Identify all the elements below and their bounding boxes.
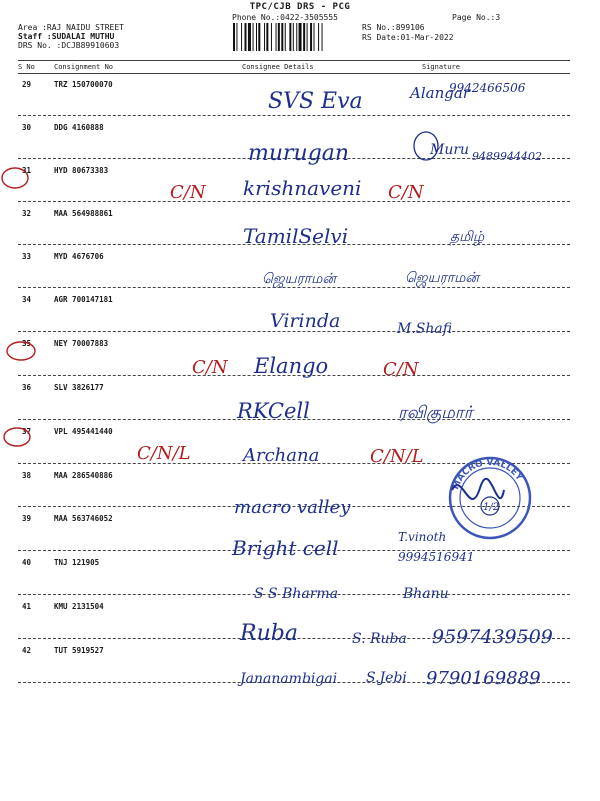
handwritten-consignee-name: ஜெயராமன் — [262, 271, 336, 287]
row-sno: 34 — [22, 295, 32, 304]
handwritten-phone: 9942466506 — [449, 81, 526, 95]
handwritten-consignee-name: macro valley — [234, 497, 351, 518]
row-consignment-no: VPL 495441440 — [54, 427, 113, 436]
handwritten-signature: Alangar — [410, 84, 470, 102]
handwritten-consignee-name: Jananambigai — [240, 671, 338, 687]
handwritten-signature: S.Jebi — [366, 670, 407, 686]
row-sno: 35 — [22, 339, 32, 348]
row-sno: 37 — [22, 427, 32, 436]
col-consignment: Consignment No — [54, 63, 114, 71]
handwritten-signature: ஜெயராமன் — [405, 270, 479, 286]
handwritten-consignee-name: RKCell — [237, 399, 310, 423]
phone-number: Phone No.:0422-3505555 — [232, 13, 338, 22]
row-sno: 40 — [22, 558, 32, 567]
handwritten-signature: T.vinoth — [398, 530, 447, 544]
row-consignment-no: MAA 563746052 — [54, 514, 113, 523]
handwritten-consignee-name: Bright cell — [232, 536, 339, 560]
staff-field: Staff :SUDALAI MUTHU — [18, 32, 115, 41]
row-consignment-no: MAA 564988861 — [54, 209, 113, 218]
row-sno: 33 — [22, 252, 32, 261]
col-signature: Signature — [422, 63, 460, 71]
handwritten-consignee-name: Virinda — [270, 310, 341, 332]
row-consignment-no: TNJ 121905 — [54, 558, 100, 567]
red-remark: C/N — [383, 359, 419, 380]
row-consignment-no: MYD 4676706 — [54, 252, 104, 261]
handwritten-consignee-name: TamilSelvi — [243, 224, 349, 248]
handwritten-phone: 9994516941 — [398, 550, 475, 564]
col-sno: S No — [18, 63, 35, 71]
row-consignment-no: TRZ 150700070 — [54, 80, 113, 89]
row-consignment-no: KMU 2131504 — [54, 602, 104, 611]
handwritten-signature: ரவிகுமார் — [398, 403, 473, 423]
row-sno: 31 — [22, 166, 32, 175]
handwritten-consignee-name: SVS Eva — [268, 89, 363, 114]
drs-number: DRS No. :DCJB89910603 — [18, 41, 120, 50]
row-consignment-no: MAA 286540886 — [54, 471, 113, 480]
rs-number: RS No.:899106 — [362, 23, 425, 32]
row-consignment-no: NEY 70007883 — [54, 339, 109, 348]
row-sno: 38 — [22, 471, 32, 480]
handwritten-phone: 9597439509 — [432, 626, 553, 648]
handwritten-signature: M.Shafi — [397, 321, 453, 337]
red-remark: C/N/L — [137, 443, 191, 464]
row-sno: 39 — [22, 514, 32, 523]
row-sno: 30 — [22, 123, 32, 132]
row-consignment-no: DDG 4160888 — [54, 123, 104, 132]
svg-text:MACRO VALLEY — [451, 458, 524, 491]
handwritten-phone: 9790169889 — [426, 668, 541, 689]
row-consignment-no: SLV 3826177 — [54, 383, 104, 392]
row-sno: 42 — [22, 646, 32, 655]
row-sno: 36 — [22, 383, 32, 392]
handwritten-consignee-name: Elango — [254, 354, 329, 378]
col-consignee-details: Consignee Details — [242, 63, 314, 71]
rs-date: RS Date:01-Mar-2022 — [362, 33, 454, 42]
handwritten-consignee-name: krishnaveni — [243, 176, 362, 200]
red-remark: C/N — [192, 357, 228, 378]
red-circle-31 — [2, 168, 28, 188]
red-remark: C/N/L — [370, 446, 424, 467]
handwritten-signature: தமிழ் — [450, 229, 485, 245]
handwritten-signature: Muru — [430, 142, 470, 158]
handwritten-phone: 9489944402 — [472, 150, 542, 163]
handwritten-signature: S. Ruba — [352, 631, 407, 647]
row-consignment-no: TUT 5919527 — [54, 646, 104, 655]
row-sno: 32 — [22, 209, 32, 218]
handwritten-consignee-name: murugan — [248, 141, 350, 166]
row-sno: 29 — [22, 80, 32, 89]
handwritten-consignee-name: Archana — [243, 445, 320, 466]
row-consignment-no: AGR 700147181 — [54, 295, 113, 304]
red-circle-35 — [7, 342, 35, 360]
stamp-mark: 1/2 — [483, 502, 500, 513]
handwritten-signature: Bhanu — [403, 586, 449, 602]
page-number: Page No.:3 — [452, 13, 501, 22]
red-circle-37 — [4, 428, 30, 446]
handwritten-consignee-name: Ruba — [240, 621, 298, 646]
row-sno: 41 — [22, 602, 32, 611]
stamp-text: MACRO VALLEY — [451, 457, 525, 492]
red-remark: C/N — [170, 182, 206, 203]
row-consignment-no: HYD 80673383 — [54, 166, 109, 175]
handwritten-consignee-name: S S Bharma — [254, 586, 339, 602]
macro-valley-stamp — [450, 458, 530, 538]
red-remark: C/N — [388, 182, 424, 203]
area-field: Area :RAJ NAIDU STREET — [18, 23, 124, 32]
document-title: TPC/CJB DRS - PCG — [249, 2, 351, 12]
